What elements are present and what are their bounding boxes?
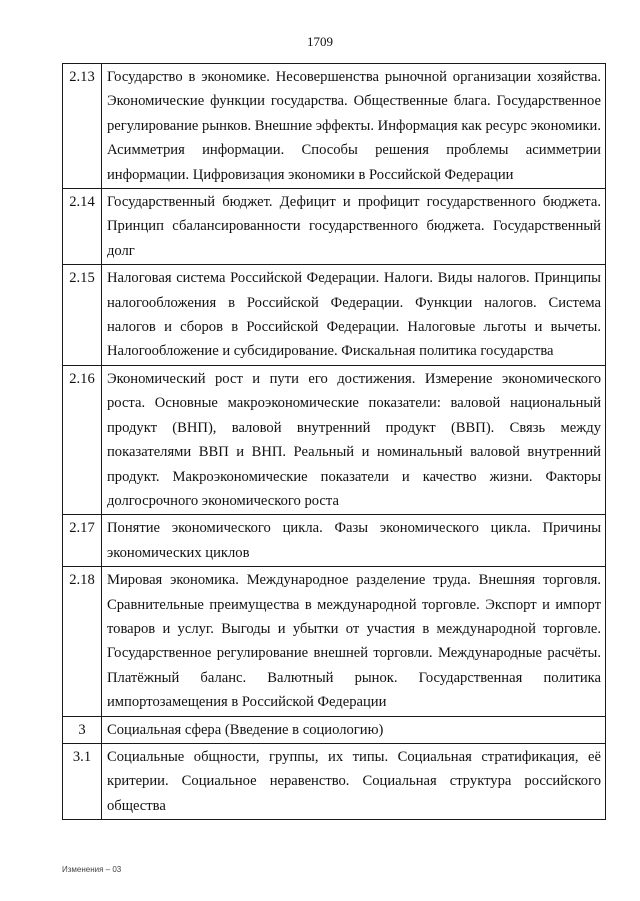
row-number: 3.1	[63, 743, 102, 819]
row-number: 2.13	[63, 64, 102, 189]
row-text: Государство в экономике. Несовершенства рыночной организации хозяйства. Экономические функции государства. Общественные блага. Государственное регулирование рынков. Внешние эффекты. Информация как ресурс экономики. Асимметрия информации. Способы решения проблемы асимметрии информации. Цифровизация экономики в Российской Федерации	[102, 64, 606, 189]
row-text: Налоговая система Российской Федерации. Налоги. Виды налогов. Принципы налогообложения в Российской Федерации. Функции налогов. Система налогов и сборов в Российской Федерации. Налоговые льготы и вычеты. Налогообложение и субсидирование. Фискальная политика государства	[102, 265, 606, 366]
topics-table	[62, 63, 606, 820]
row-text: Мировая экономика. Международное разделение труда. Внешняя торговля. Сравнительные преимущества в международной торговле. Экспорт и импорт товаров и услуг. Выгоды и убытки от участия в международной торговле. Государственное регулирование внешней торговли. Международные расчёты. Платёжный баланс. Валютный рынок. Государственная политика импортозамещения в Российской Федерации	[102, 567, 606, 716]
table-row	[63, 743, 606, 819]
table-row	[63, 567, 606, 716]
row-text: Государственный бюджет. Дефицит и профицит государственного бюджета. Принцип сбалансированности государственного бюджета. Государственный долг	[102, 189, 606, 265]
row-number: 3	[63, 716, 102, 743]
row-text: Социальные общности, группы, их типы. Социальная стратификация, её критерии. Социальное неравенство. Социальная структура российского общества	[102, 743, 606, 819]
row-number: 2.14	[63, 189, 102, 265]
footer-revision: Изменения – 03	[62, 865, 122, 874]
row-text: Понятие экономического цикла. Фазы экономического цикла. Причины экономических циклов	[102, 515, 606, 567]
row-number: 2.16	[63, 365, 102, 514]
row-number: 2.17	[63, 515, 102, 567]
row-text: Социальная сфера (Введение в социологию)	[102, 716, 606, 743]
page-number: 1709	[307, 34, 333, 49]
table-row	[63, 189, 606, 265]
row-text: Экономический рост и пути его достижения. Измерение экономического роста. Основные макроэкономические показатели: валовой национальный продукт (ВНП), валовой внутренний продукт (ВВП). Связь между показателями ВВП и ВНП. Реальный и номинальный валовой внутренний продукт. Макроэкономические показатели и качество жизни. Факторы долгосрочного экономического роста	[102, 365, 606, 514]
row-number: 2.18	[63, 567, 102, 716]
table-row	[63, 515, 606, 567]
table-row	[63, 716, 606, 743]
table-row	[63, 365, 606, 514]
row-number: 2.15	[63, 265, 102, 366]
table-row	[63, 64, 606, 189]
table-row	[63, 265, 606, 366]
